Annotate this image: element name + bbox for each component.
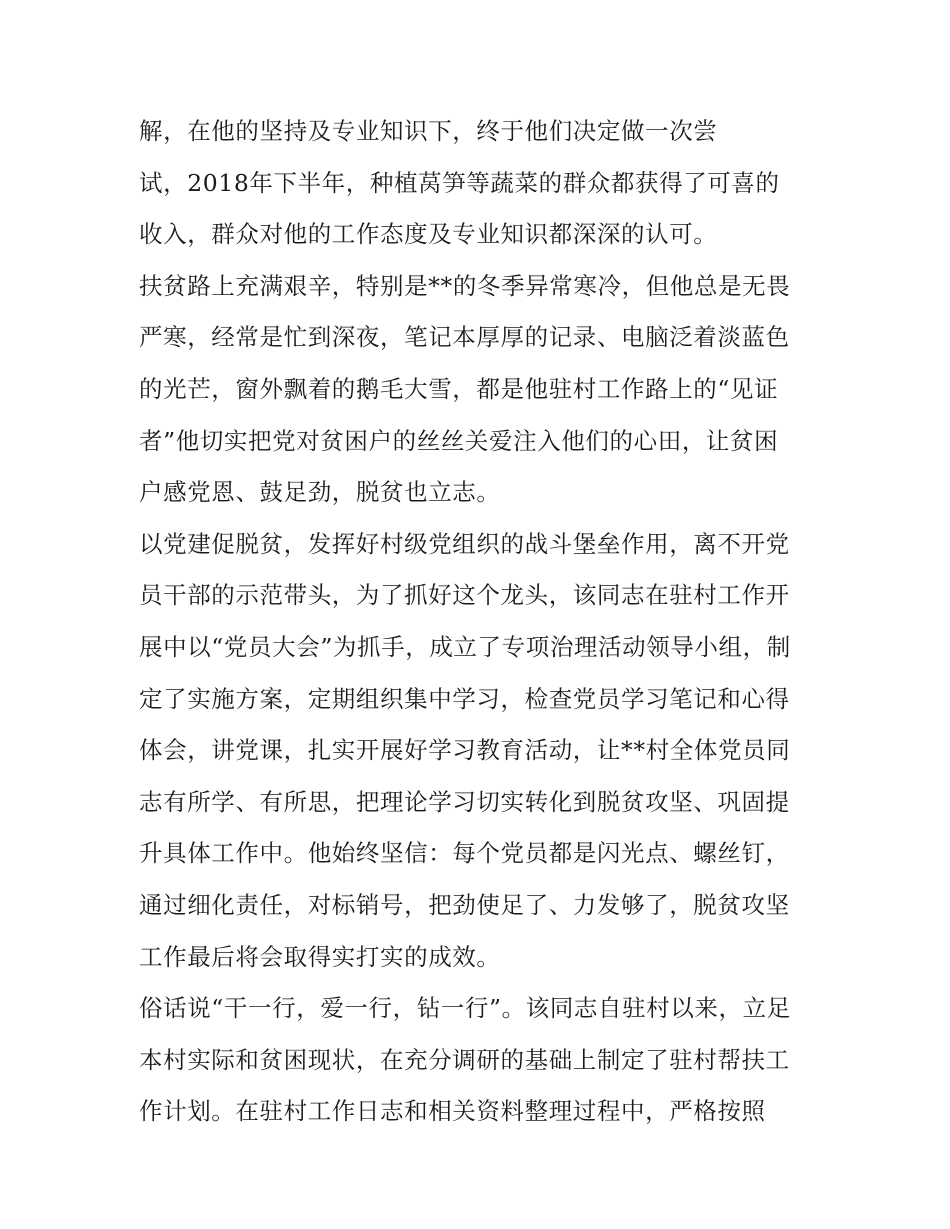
text-line: 解，在他的坚持及专业知识下，终于他们决定做一次尝 <box>139 117 718 145</box>
text-line: 工作最后将会取得实打实的成效。 <box>139 942 501 971</box>
text-line: 俗话说“干一行，爱一行，钻一行”。该同志自驻村以来，立足 <box>139 994 791 1023</box>
text-line: 收入，群众对他的工作态度及专业知识都深深的认可。 <box>139 220 718 249</box>
text-line: 者”他切实把党对贫困户的丝丝关爱注入他们的心田，让贫困 <box>139 426 779 455</box>
text-line: 以党建促脱贫，发挥好村级党组织的战斗堡垒作用，离不开党 <box>139 529 790 558</box>
text-line: 严寒，经常是忙到深夜，笔记本厚厚的记录、电脑泛着淡蓝色 <box>139 323 790 352</box>
text-line: 扶贫路上充满艰辛，特别是**的冬季异常寒冷，但他总是无畏 <box>139 271 791 300</box>
text-line: 通过细化责任，对标销号，把劲使足了、力发够了，脱贫攻坚 <box>139 890 790 919</box>
text-line: 员干部的示范带头，为了抓好这个龙头，该同志在驻村工作开 <box>139 581 790 610</box>
text-line: 展中以“党员大会”为抓手，成立了专项治理活动领导小组，制 <box>139 632 791 661</box>
document-body-text <box>139 106 819 1138</box>
text-line: 户感党恩、鼓足劲，脱贫也立志。 <box>139 478 501 507</box>
text-line: 志有所学、有所思，把理论学习切实转化到脱贫攻坚、巩固提 <box>139 787 790 816</box>
text-line: 作计划。在驻村工作日志和相关资料整理过程中，严格按照 <box>139 1097 766 1126</box>
text-line: 试，2018年下半年，种植莴笋等蔬菜的群众都获得了可喜的 <box>139 168 780 197</box>
text-line: 的光芒，窗外飘着的鹅毛大雪，都是他驻村工作路上的“见证 <box>139 374 779 403</box>
text-line: 本村实际和贫困现状，在充分调研的基础上制定了驻村帮扶工 <box>139 1045 790 1074</box>
text-line: 定了实施方案，定期组织集中学习，检查党员学习笔记和心得 <box>139 684 790 713</box>
text-line: 体会，讲党课，扎实开展好学习教育活动，让**村全体党员同 <box>139 736 791 765</box>
text-line: 升具体工作中。他始终坚信：每个党员都是闪光点、螺丝钉， <box>139 839 790 868</box>
